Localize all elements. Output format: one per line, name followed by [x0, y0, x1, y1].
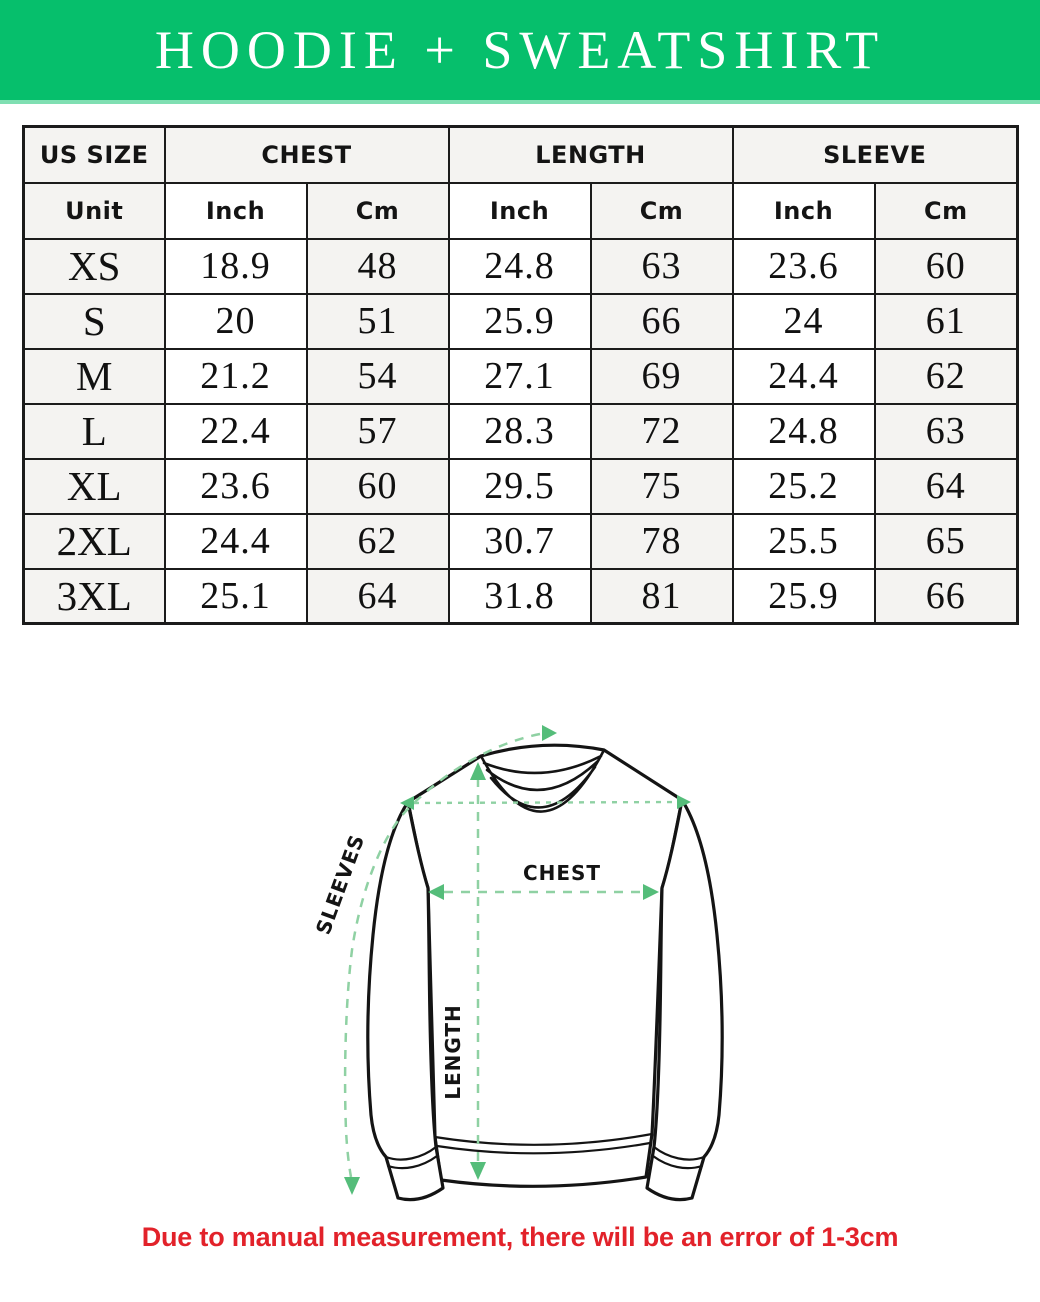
- measurement-disclaimer: Due to manual measurement, there will be an error of 1-3cm: [141, 1222, 899, 1252]
- value-cell: 66: [875, 569, 1018, 624]
- value-cell: 57: [307, 404, 449, 459]
- value-cell: 61: [875, 294, 1018, 349]
- sweatshirt-diagram: [290, 690, 760, 1220]
- value-cell: 81: [591, 569, 733, 624]
- value-cell: 22.4: [165, 404, 307, 459]
- value-cell: 72: [591, 404, 733, 459]
- chest-cm-header: Cm: [307, 183, 449, 239]
- col-header-length: LENGTH: [449, 127, 733, 183]
- size-label: S: [24, 294, 165, 349]
- table-row-xs: [24, 239, 1018, 294]
- page-title: HOODIE + SWEATSHIRT: [154, 20, 886, 80]
- value-cell: 20: [165, 294, 307, 349]
- unit-label: Unit: [24, 183, 165, 239]
- value-cell: 51: [307, 294, 449, 349]
- value-cell: 27.1: [449, 349, 591, 404]
- value-cell: 63: [875, 404, 1018, 459]
- sleeve-inch-header: Inch: [733, 183, 875, 239]
- value-cell: 65: [875, 514, 1018, 569]
- value-cell: 64: [307, 569, 449, 624]
- value-cell: 24: [733, 294, 875, 349]
- value-cell: 25.9: [449, 294, 591, 349]
- col-header-chest: CHEST: [165, 127, 449, 183]
- value-cell: 25.2: [733, 459, 875, 514]
- value-cell: 75: [591, 459, 733, 514]
- unit-header-row: [24, 183, 1018, 239]
- value-cell: 18.9: [165, 239, 307, 294]
- value-cell: 24.8: [449, 239, 591, 294]
- size-label: XL: [24, 459, 165, 514]
- value-cell: 24.8: [733, 404, 875, 459]
- value-cell: 54: [307, 349, 449, 404]
- sleeves-measure-label: SLEEVES: [310, 830, 370, 938]
- group-header-row: [24, 127, 1018, 183]
- col-header-us-size: US SIZE: [24, 127, 165, 183]
- col-header-sleeve: SLEEVE: [733, 127, 1018, 183]
- value-cell: 25.9: [733, 569, 875, 624]
- sleeve-arrow-bottom: [344, 1177, 360, 1195]
- chest-inch-header: Inch: [165, 183, 307, 239]
- value-cell: 69: [591, 349, 733, 404]
- value-cell: 25.1: [165, 569, 307, 624]
- sweatshirt-drawing: [368, 745, 722, 1199]
- length-inch-header: Inch: [449, 183, 591, 239]
- size-label: M: [24, 349, 165, 404]
- value-cell: 21.2: [165, 349, 307, 404]
- length-cm-header: Cm: [591, 183, 733, 239]
- table-row-2xl: [24, 514, 1018, 569]
- value-cell: 29.5: [449, 459, 591, 514]
- size-label: 2XL: [24, 514, 165, 569]
- value-cell: 62: [875, 349, 1018, 404]
- value-cell: 64: [875, 459, 1018, 514]
- value-cell: 24.4: [165, 514, 307, 569]
- chest-measure-label: CHEST: [522, 861, 602, 885]
- value-cell: 28.3: [449, 404, 591, 459]
- value-cell: 66: [591, 294, 733, 349]
- title-banner: [0, 0, 1040, 104]
- value-cell: 30.7: [449, 514, 591, 569]
- value-cell: 63: [591, 239, 733, 294]
- value-cell: 24.4: [733, 349, 875, 404]
- table-row-xl: [24, 459, 1018, 514]
- value-cell: 25.5: [733, 514, 875, 569]
- value-cell: 78: [591, 514, 733, 569]
- value-cell: 60: [875, 239, 1018, 294]
- size-label: XS: [24, 239, 165, 294]
- sleeve-arrow-top: [542, 725, 557, 741]
- length-measure-label: LENGTH: [441, 1004, 465, 1100]
- value-cell: 48: [307, 239, 449, 294]
- value-cell: 23.6: [165, 459, 307, 514]
- table-row-s: [24, 294, 1018, 349]
- sleeve-cm-header: Cm: [875, 183, 1018, 239]
- size-chart-table: [22, 125, 1019, 625]
- value-cell: 23.6: [733, 239, 875, 294]
- table-row-3xl: [24, 569, 1018, 624]
- size-label: 3XL: [24, 569, 165, 624]
- value-cell: 62: [307, 514, 449, 569]
- table-row-l: [24, 404, 1018, 459]
- value-cell: 31.8: [449, 569, 591, 624]
- table-row-m: [24, 349, 1018, 404]
- value-cell: 60: [307, 459, 449, 514]
- size-label: L: [24, 404, 165, 459]
